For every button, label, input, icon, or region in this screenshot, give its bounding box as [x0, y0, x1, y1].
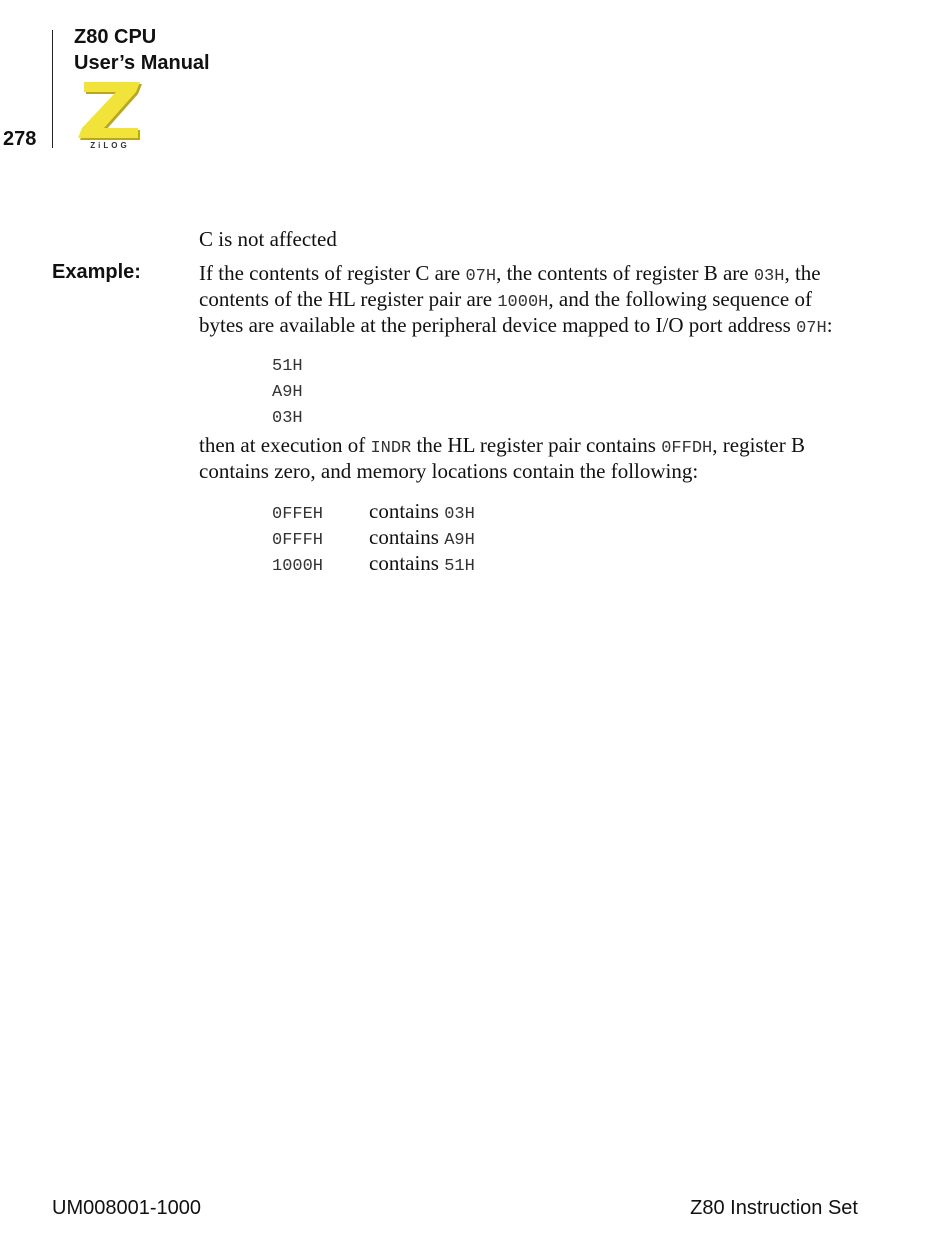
- code-value: 1000H: [497, 293, 549, 312]
- zilog-logo: [76, 78, 144, 150]
- memory-value: 51H: [444, 557, 475, 576]
- zilog-z-icon: [76, 78, 144, 150]
- text: contents of the HL register pair are: [199, 287, 498, 311]
- header-rule: [52, 30, 53, 148]
- para2-line1: [199, 432, 879, 458]
- memory-value: 03H: [444, 505, 475, 524]
- contains-label: contains: [369, 525, 445, 549]
- example-label: Example:: [52, 261, 141, 283]
- code-value: 0FFDH: [661, 439, 713, 458]
- contains-label: contains: [369, 499, 445, 523]
- page-number: 278: [3, 128, 37, 150]
- table-row: [272, 498, 475, 524]
- code-value: 03H: [753, 267, 785, 286]
- text: If the contents of register C are: [199, 261, 466, 285]
- list-item: A9H: [272, 383, 303, 402]
- text: , and the following sequence of: [548, 287, 812, 311]
- memory-address: 0FFFH: [272, 531, 324, 550]
- code-value: INDR: [370, 439, 412, 458]
- text: , register B: [712, 433, 805, 457]
- text: then at execution of: [199, 433, 371, 457]
- table-row: [272, 524, 475, 550]
- code-value: 07H: [796, 319, 827, 338]
- list-item: 51H: [272, 357, 303, 376]
- code-value: 07H: [465, 267, 497, 286]
- flag-c-note: C is not affected: [199, 227, 337, 251]
- logo-wordmark: ZiLOG: [90, 141, 130, 150]
- byte-sequence-list: [272, 354, 303, 432]
- memory-address: 1000H: [272, 557, 324, 576]
- table-row: [272, 550, 475, 576]
- text: , the contents of register B are: [496, 261, 754, 285]
- memory-contents-table: [272, 498, 475, 576]
- manual-subtitle: User’s Manual: [74, 52, 210, 74]
- text: :: [826, 313, 833, 337]
- memory-address: 0FFEH: [272, 505, 324, 524]
- para1-line2: [199, 286, 879, 312]
- manual-title: Z80 CPU: [74, 26, 157, 48]
- memory-value: A9H: [444, 531, 475, 550]
- para1-line3: [199, 312, 879, 338]
- para1-line1: [199, 260, 879, 286]
- text: bytes are available at the peripheral device mapped to I/O port address: [199, 313, 797, 337]
- para2-line2: contains zero, and memory locations contain the following:: [199, 459, 699, 483]
- document-number: UM008001-1000: [52, 1197, 201, 1219]
- section-name: Z80 Instruction Set: [690, 1197, 858, 1219]
- text: the HL register pair contains: [411, 433, 662, 457]
- list-item: 03H: [272, 409, 303, 428]
- example-paragraph-1: [199, 260, 879, 338]
- text: , the: [784, 261, 821, 285]
- contains-label: contains: [369, 551, 445, 575]
- example-paragraph-2: [199, 432, 879, 484]
